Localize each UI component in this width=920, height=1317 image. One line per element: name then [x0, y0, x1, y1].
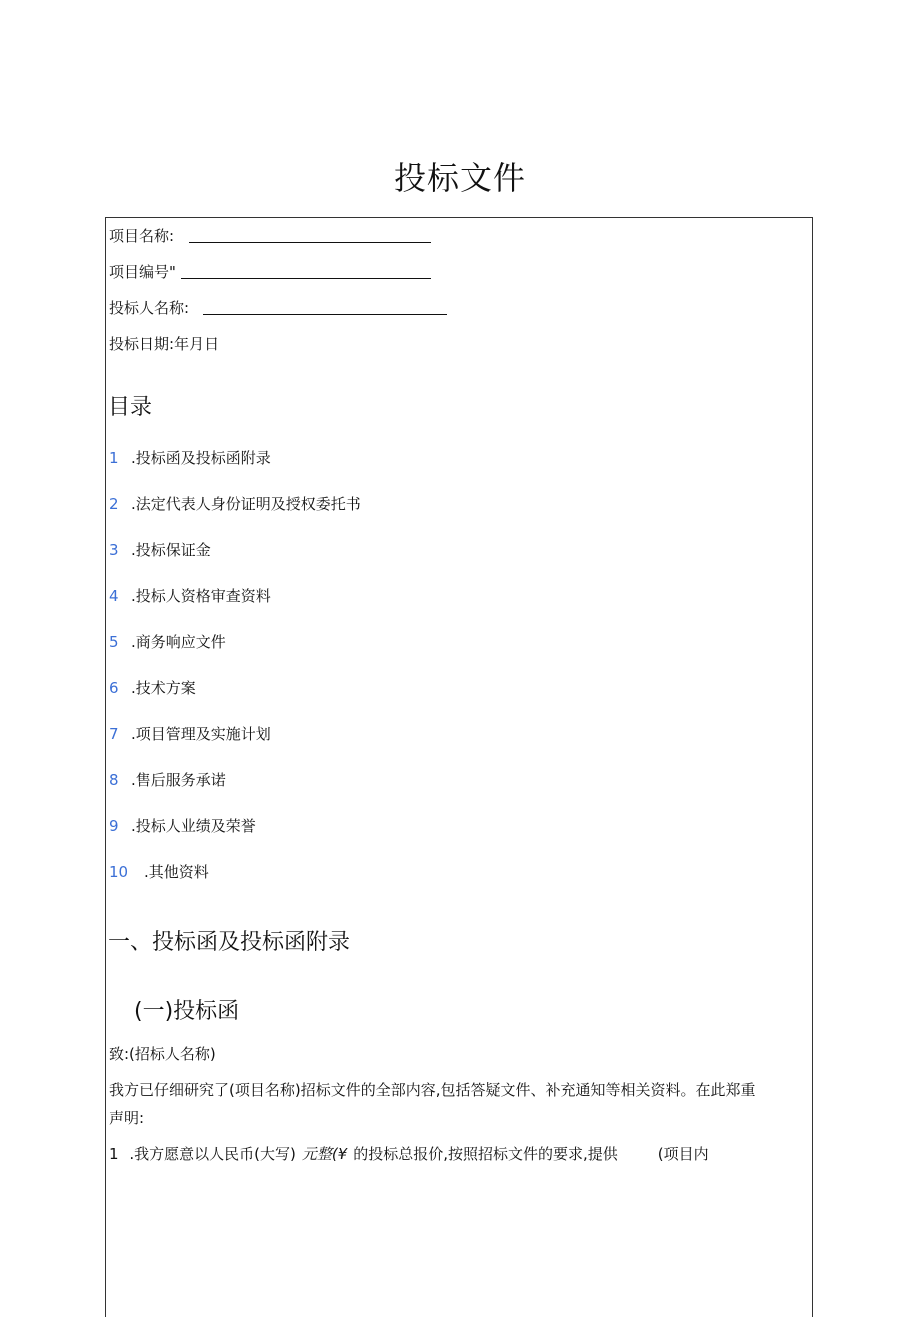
toc-item[interactable] — [109, 632, 226, 652]
project-no-label: 项目编号" — [109, 263, 176, 281]
document-title: 投标文件 — [393, 159, 526, 197]
project-no-blank[interactable] — [181, 278, 431, 279]
toc-item-label: .投标保证金 — [131, 541, 211, 559]
bid-date-row — [109, 334, 219, 354]
bidder-name-label: 投标人名称: — [109, 299, 190, 317]
toc-item-number: 8 — [109, 771, 119, 789]
toc-item-number: 1 — [109, 449, 119, 467]
subsection-heading: (一)投标函 — [134, 999, 240, 1024]
toc-title: 目录 — [108, 395, 153, 420]
toc-item-label: .投标人资格审查资料 — [131, 587, 271, 605]
bid-item-text: .我方愿意以人民币(大写) — [129, 1145, 296, 1163]
bid-item-amount-placeholder: 元整(¥ — [301, 1145, 348, 1163]
toc-item-label: .其他资料 — [144, 863, 209, 881]
toc-item-label: .技术方案 — [131, 679, 196, 697]
addressee-line: 致:(招标人名称) — [109, 1045, 216, 1063]
bid-date-value: 年月日 — [174, 335, 220, 353]
paragraph-line: 声明: — [109, 1109, 145, 1127]
toc-item[interactable] — [109, 494, 361, 514]
toc-item-number: 10 — [109, 863, 129, 881]
toc-item-label: .法定代表人身份证明及授权委托书 — [131, 495, 361, 513]
toc-item[interactable] — [109, 586, 271, 606]
bid-date-label: 投标日期: — [109, 335, 175, 353]
project-name-label: 项目名称: — [109, 227, 175, 245]
toc-item-label: .项目管理及实施计划 — [131, 725, 271, 743]
toc-item-number: 6 — [109, 679, 119, 697]
toc-item[interactable] — [109, 724, 271, 744]
toc-item[interactable] — [109, 862, 209, 882]
bid-item-number: 1 — [109, 1145, 119, 1163]
bidder-name-blank[interactable] — [203, 314, 447, 315]
toc-item-label: .售后服务承诺 — [131, 771, 226, 789]
paragraph-line: 我方已仔细研究了(项目名称)招标文件的全部内容,包括答疑文件、补充通知等相关资料。在此郑重 — [109, 1081, 756, 1099]
toc-item-number: 5 — [109, 633, 119, 651]
toc-item-number: 4 — [109, 587, 119, 605]
section-heading: 一、投标函及投标函附录 — [108, 930, 351, 955]
toc-item-number: 3 — [109, 541, 119, 559]
toc-item-label: .商务响应文件 — [131, 633, 226, 651]
bid-item-line — [109, 1144, 709, 1164]
bid-item-text: (项目内 — [657, 1145, 709, 1163]
toc-item[interactable] — [109, 540, 211, 560]
toc-item-number: 2 — [109, 495, 119, 513]
toc-item[interactable] — [109, 448, 271, 468]
project-name-blank[interactable] — [189, 242, 431, 243]
toc-item-label: .投标人业绩及荣誉 — [131, 817, 256, 835]
toc-item[interactable] — [109, 770, 226, 790]
toc-item-number: 9 — [109, 817, 119, 835]
toc-item-number: 7 — [109, 725, 119, 743]
bid-item-text: 的投标总报价,按照招标文件的要求,提供 — [353, 1145, 618, 1163]
toc-item[interactable] — [109, 678, 196, 698]
toc-item-label: .投标函及投标函附录 — [131, 449, 271, 467]
toc-item[interactable] — [109, 816, 256, 836]
